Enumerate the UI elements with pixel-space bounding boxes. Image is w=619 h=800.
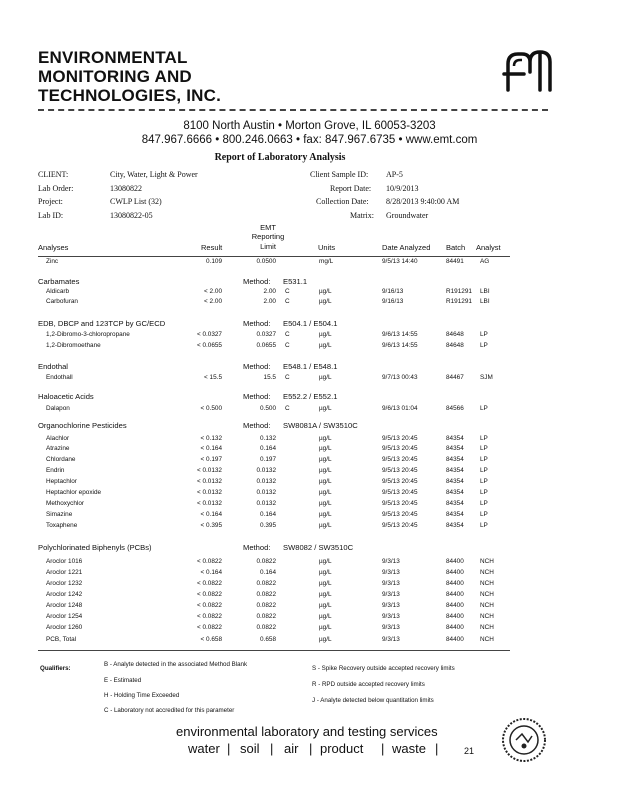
- analyst: LP: [480, 511, 488, 518]
- analyst: LP: [480, 467, 488, 474]
- result: < 0.164: [200, 445, 222, 452]
- units: µg/L: [319, 522, 332, 529]
- date-analyzed: 9/6/13 01:04: [382, 405, 418, 412]
- method-label: Method:: [243, 319, 271, 328]
- analyte: Aroclor 1260: [46, 624, 83, 631]
- report-date-label: Report Date:: [330, 184, 372, 193]
- table-row: [0, 455, 619, 465]
- reporting-limit: 0.658: [260, 636, 276, 643]
- table-row: [0, 444, 619, 454]
- analyte: 1,2-Dibromoethane: [46, 342, 101, 349]
- date-analyzed: 9/5/13 20:45: [382, 511, 418, 518]
- qualifier-e: E - Estimated: [104, 677, 142, 684]
- batch: 84467: [446, 374, 464, 381]
- result: < 0.658: [200, 636, 222, 643]
- date-analyzed: 9/3/13: [382, 636, 400, 643]
- result: < 0.132: [200, 435, 222, 442]
- table-row: [0, 568, 619, 578]
- method-label: Method:: [243, 543, 271, 552]
- units: µg/L: [319, 602, 332, 609]
- analyst: LP: [480, 522, 488, 529]
- analyst: SJM: [480, 374, 493, 381]
- batch: 84354: [446, 445, 464, 452]
- result: < 0.0822: [196, 591, 222, 598]
- col-rl-line2: Reporting: [251, 232, 285, 241]
- analyte: Simazine: [46, 511, 73, 518]
- analyte: Aroclor 1232: [46, 580, 83, 587]
- reporting-limit: 0.0822: [256, 591, 276, 598]
- qualifier-c: C - Laboratory not accredited for this parameter: [104, 707, 235, 714]
- table-row: [0, 521, 619, 531]
- batch: 84648: [446, 342, 464, 349]
- analyst: NCH: [480, 602, 494, 609]
- date-analyzed: 9/3/13: [382, 558, 400, 565]
- footer-divider: |: [270, 741, 274, 756]
- batch: 84400: [446, 613, 464, 620]
- reporting-limit: 0.164: [260, 445, 276, 452]
- analyte: Aroclor 1254: [46, 613, 83, 620]
- analyte: Aroclor 1016: [46, 558, 83, 565]
- reporting-limit: 0.395: [260, 522, 276, 529]
- reporting-limit: 0.0132: [256, 500, 276, 507]
- result: < 0.0132: [196, 478, 222, 485]
- table-row: [0, 488, 619, 498]
- batch: 84400: [446, 580, 464, 587]
- group-header: [0, 318, 619, 330]
- sample-id-value: AP-5: [386, 170, 403, 179]
- result: < 2.00: [204, 288, 222, 295]
- result: < 0.500: [200, 405, 222, 412]
- units: µg/L: [319, 591, 332, 598]
- method-value: E548.1 / E548.1: [283, 362, 338, 371]
- client-label: CLIENT:: [38, 170, 69, 179]
- matrix-value: Groundwater: [386, 211, 429, 220]
- units: µg/L: [319, 445, 332, 452]
- reporting-limit: 0.0655: [256, 342, 276, 349]
- units: µg/L: [319, 456, 332, 463]
- date-analyzed: 9/16/13: [382, 298, 404, 305]
- lab-order-label: Lab Order:: [38, 184, 74, 193]
- analyst: NCH: [480, 569, 494, 576]
- batch: 84354: [446, 435, 464, 442]
- table-row: [0, 601, 619, 611]
- units: µg/L: [319, 624, 332, 631]
- qualifier-b: B - Analyte detected in the associated Method Blank: [104, 661, 248, 668]
- analyte: PCB, Total: [46, 636, 77, 643]
- date-analyzed: 9/3/13: [382, 591, 400, 598]
- units: mg/L: [319, 258, 334, 265]
- header-divider: [38, 109, 548, 111]
- qualifier: C: [285, 405, 290, 412]
- qualifier: C: [285, 331, 290, 338]
- batch: 84354: [446, 522, 464, 529]
- date-analyzed: 9/5/13 20:45: [382, 456, 418, 463]
- batch: 84400: [446, 602, 464, 609]
- batch: 84354: [446, 511, 464, 518]
- col-result: Result: [201, 243, 223, 252]
- analyst: LBI: [480, 298, 490, 305]
- analyte: Zinc: [46, 258, 59, 265]
- lab-order-value: 13080822: [110, 184, 142, 193]
- matrix-label: Matrix:: [350, 211, 374, 220]
- result: < 0.0655: [196, 342, 222, 349]
- table-row: [0, 623, 619, 633]
- method-value: E504.1 / E504.1: [283, 319, 338, 328]
- date-analyzed: 9/5/13 20:45: [382, 435, 418, 442]
- table-row: [0, 499, 619, 509]
- result: < 0.0327: [196, 331, 222, 338]
- company-name-line: MONITORING AND: [38, 67, 192, 86]
- analyst: LP: [480, 478, 488, 485]
- analyte: Aroclor 1221: [46, 569, 83, 576]
- date-analyzed: 9/5/13 20:45: [382, 489, 418, 496]
- date-analyzed: 9/6/13 14:55: [382, 331, 418, 338]
- reporting-limit: 0.132: [260, 435, 276, 442]
- reporting-limit: 0.500: [260, 405, 276, 412]
- footer-divider: |: [435, 741, 439, 756]
- units: µg/L: [319, 613, 332, 620]
- batch: 84354: [446, 478, 464, 485]
- units: µg/L: [319, 331, 332, 338]
- analyst: NCH: [480, 636, 494, 643]
- table-row: [0, 510, 619, 520]
- col-rl-line1: EMT: [260, 223, 276, 232]
- analyte: Dalapon: [46, 405, 70, 412]
- group-name: EDB, DBCP and 123TCP by GC/ECD: [38, 319, 166, 328]
- units: µg/L: [319, 558, 332, 565]
- analyte: Endrin: [46, 467, 65, 474]
- analyst: NCH: [480, 624, 494, 631]
- date-analyzed: 9/5/13 20:45: [382, 522, 418, 529]
- analyte: Chlordane: [46, 456, 76, 463]
- client-value: City, Water, Light & Power: [110, 170, 198, 179]
- analyte: Methoxychlor: [46, 500, 85, 507]
- footer-item-air: air: [284, 741, 299, 756]
- analyst: LP: [480, 500, 488, 507]
- group-name: Polychlorinated Biphenyls (PCBs): [38, 543, 152, 552]
- reporting-limit: 0.0822: [256, 613, 276, 620]
- analyte: Carbofuran: [46, 298, 78, 305]
- col-analyses: Analyses: [38, 243, 69, 252]
- result: < 0.164: [200, 569, 222, 576]
- analyst: LP: [480, 405, 488, 412]
- page-number: 21: [464, 746, 475, 756]
- method-label: Method:: [243, 421, 271, 430]
- analyst: LP: [480, 445, 488, 452]
- qualifier-r: R - RPD outside accepted recovery limits: [312, 681, 425, 688]
- method-value: SW8081A / SW3510C: [283, 421, 358, 430]
- group-header: [0, 420, 619, 432]
- qualifier-h: H - Holding Time Exceeded: [104, 692, 180, 699]
- report-title: Report of Laboratory Analysis: [214, 152, 346, 163]
- col-rl-line3: Limit: [260, 242, 276, 251]
- analyst: NCH: [480, 580, 494, 587]
- reporting-limit: 2.00: [263, 298, 276, 305]
- group-name: Carbamates: [38, 277, 80, 286]
- reporting-limit: 0.164: [260, 569, 276, 576]
- units: µg/L: [319, 435, 332, 442]
- units: µg/L: [319, 342, 332, 349]
- qualifier-s: S - Spike Recovery outside accepted recovery limits: [312, 665, 455, 672]
- reporting-limit: 2.00: [263, 288, 276, 295]
- result: < 0.0822: [196, 624, 222, 631]
- batch: 84566: [446, 405, 464, 412]
- method-label: Method:: [243, 362, 271, 371]
- lab-id-label: Lab ID:: [38, 211, 64, 220]
- qualifier: C: [285, 342, 290, 349]
- analyte: Heptachlor: [46, 478, 77, 485]
- batch: 84400: [446, 624, 464, 631]
- reporting-limit: 0.197: [260, 456, 276, 463]
- method-label: Method:: [243, 277, 271, 286]
- units: µg/L: [319, 569, 332, 576]
- analyst: LBI: [480, 288, 490, 295]
- col-date: Date Analyzed: [382, 243, 431, 252]
- analyte: Aroclor 1248: [46, 602, 83, 609]
- date-analyzed: 9/3/13: [382, 602, 400, 609]
- table-row: [0, 257, 619, 267]
- company-name: [38, 48, 221, 105]
- accreditation-seal-icon: [500, 716, 548, 764]
- analyte: Toxaphene: [46, 522, 78, 529]
- date-analyzed: 9/3/13: [382, 580, 400, 587]
- units: µg/L: [319, 298, 332, 305]
- result: 0.109: [206, 258, 222, 265]
- group-header: [0, 542, 619, 554]
- group-header: [0, 391, 619, 403]
- reporting-limit: 0.0822: [256, 624, 276, 631]
- analyte: Alachlor: [46, 435, 70, 442]
- col-units: Units: [318, 243, 336, 252]
- collection-date-label: Collection Date:: [316, 197, 369, 206]
- method-value: SW8082 / SW3510C: [283, 543, 354, 552]
- group-name: Organochlorine Pesticides: [38, 421, 127, 430]
- batch: 84354: [446, 489, 464, 496]
- result: < 0.395: [200, 522, 222, 529]
- table-row: [0, 557, 619, 567]
- reporting-limit: 0.0822: [256, 602, 276, 609]
- group-header: [0, 361, 619, 373]
- reporting-limit: 0.164: [260, 511, 276, 518]
- units: µg/L: [319, 500, 332, 507]
- date-analyzed: 9/5/13 20:45: [382, 445, 418, 452]
- analyst: NCH: [480, 613, 494, 620]
- qualifier: C: [285, 288, 290, 295]
- collection-date-value: 8/28/2013 9:40:00 AM: [386, 197, 460, 206]
- batch: 84400: [446, 558, 464, 565]
- analyst: LP: [480, 331, 488, 338]
- units: µg/L: [319, 636, 332, 643]
- result: < 0.0822: [196, 613, 222, 620]
- company-name-line: ENVIRONMENTAL: [38, 48, 188, 67]
- date-analyzed: 9/3/13: [382, 569, 400, 576]
- units: µg/L: [319, 489, 332, 496]
- date-analyzed: 9/7/13 00:43: [382, 374, 418, 381]
- analyst: AG: [480, 258, 490, 265]
- project-value: CWLP List (32): [110, 197, 162, 206]
- column-headers: [0, 222, 619, 256]
- date-analyzed: 9/3/13: [382, 613, 400, 620]
- table-row: [0, 404, 619, 414]
- table-row: [0, 579, 619, 589]
- batch: 84354: [446, 500, 464, 507]
- report-info: [0, 170, 619, 220]
- reporting-limit: 0.0132: [256, 489, 276, 496]
- analyst: LP: [480, 435, 488, 442]
- table-row: [0, 287, 619, 297]
- batch: R191291: [446, 298, 472, 305]
- qualifier-j: J - Analyte detected below quantitation limits: [312, 697, 434, 704]
- table-row: [0, 612, 619, 622]
- footer-item-water: water: [188, 741, 220, 756]
- reporting-limit: 0.0132: [256, 478, 276, 485]
- date-analyzed: 9/6/13 14:55: [382, 342, 418, 349]
- group-name: Haloacetic Acids: [38, 392, 94, 401]
- analyst: NCH: [480, 591, 494, 598]
- reporting-limit: 0.0822: [256, 580, 276, 587]
- lab-id-value: 13080822-05: [110, 211, 153, 220]
- qualifier: C: [285, 374, 290, 381]
- group-name: Endothal: [38, 362, 68, 371]
- units: µg/L: [319, 467, 332, 474]
- date-analyzed: 9/5/13 20:45: [382, 478, 418, 485]
- table-end-rule: [38, 650, 510, 651]
- batch: 84400: [446, 591, 464, 598]
- footer-divider: |: [381, 741, 385, 756]
- date-analyzed: 9/16/13: [382, 288, 404, 295]
- units: µg/L: [319, 405, 332, 412]
- units: µg/L: [319, 478, 332, 485]
- batch: 84648: [446, 331, 464, 338]
- reporting-limit: 0.0132: [256, 467, 276, 474]
- reporting-limit: 15.5: [263, 374, 276, 381]
- reporting-limit: 0.0327: [256, 331, 276, 338]
- analyte: Aldicarb: [46, 288, 70, 295]
- date-analyzed: 9/5/13 20:45: [382, 500, 418, 507]
- batch: 84400: [446, 636, 464, 643]
- qualifiers-label: Qualifiers:: [40, 665, 71, 672]
- table-row: [0, 477, 619, 487]
- analyst: LP: [480, 489, 488, 496]
- analyte: 1,2-Dibromo-3-chloropropane: [46, 331, 130, 338]
- method-value: E552.2 / E552.1: [283, 392, 338, 401]
- qualifiers-legend: [0, 660, 619, 718]
- units: µg/L: [319, 580, 332, 587]
- table-row: [0, 297, 619, 307]
- footer-tagline: environmental laboratory and testing services: [176, 724, 438, 739]
- footer-item-soil: soil: [240, 741, 260, 756]
- units: µg/L: [319, 374, 332, 381]
- col-batch: Batch: [446, 243, 466, 252]
- table-row: [0, 466, 619, 476]
- col-analyst: Analyst: [476, 243, 501, 252]
- company-address: 8100 North Austin • Morton Grove, IL 60053-3203: [183, 120, 436, 132]
- analyte: Heptachlor epoxide: [46, 489, 102, 496]
- method-label: Method:: [243, 392, 271, 401]
- company-contact: 847.967.6666 • 800.246.0663 • fax: 847.967.6735 • www.emt.com: [141, 134, 478, 146]
- date-analyzed: 9/5/13 14:40: [382, 258, 418, 265]
- date-analyzed: 9/5/13 20:45: [382, 467, 418, 474]
- result: < 0.0132: [196, 489, 222, 496]
- qualifier: C: [285, 298, 290, 305]
- units: µg/L: [319, 511, 332, 518]
- reporting-limit: 0.0822: [256, 558, 276, 565]
- analyte: Endothall: [46, 374, 73, 381]
- reporting-limit: 0.0500: [256, 258, 276, 265]
- table-row: [0, 590, 619, 600]
- footer-divider: |: [227, 741, 231, 756]
- result: < 0.0132: [196, 467, 222, 474]
- analyte: Atrazine: [46, 445, 70, 452]
- date-analyzed: 9/3/13: [382, 624, 400, 631]
- result: < 0.0132: [196, 500, 222, 507]
- result: < 2.00: [204, 298, 222, 305]
- method-value: E531.1: [283, 277, 308, 286]
- batch: 84400: [446, 569, 464, 576]
- footer-item-product: product: [320, 741, 364, 756]
- table-row: [0, 434, 619, 444]
- batch: 84491: [446, 258, 464, 265]
- batch: 84354: [446, 467, 464, 474]
- batch: 84354: [446, 456, 464, 463]
- analyst: NCH: [480, 558, 494, 565]
- emt-logo-icon: [500, 44, 554, 98]
- sample-id-label: Client Sample ID:: [310, 170, 369, 179]
- result: < 0.0822: [196, 558, 222, 565]
- result: < 15.5: [204, 374, 222, 381]
- table-row: [0, 330, 619, 340]
- table-row: [0, 635, 619, 645]
- company-name-line: TECHNOLOGIES, INC.: [38, 86, 222, 105]
- result: < 0.164: [200, 511, 222, 518]
- analyst: LP: [480, 342, 488, 349]
- result: < 0.0822: [196, 580, 222, 587]
- table-row: [0, 341, 619, 351]
- footer-item-waste: waste: [392, 741, 426, 756]
- result: < 0.197: [200, 456, 222, 463]
- result: < 0.0822: [196, 602, 222, 609]
- report-date-value: 10/9/2013: [386, 184, 419, 193]
- project-label: Project:: [38, 197, 63, 206]
- footer-divider: |: [309, 741, 313, 756]
- batch: R191291: [446, 288, 472, 295]
- units: µg/L: [319, 288, 332, 295]
- table-row: [0, 373, 619, 383]
- analyte: Aroclor 1242: [46, 591, 83, 598]
- analyst: LP: [480, 456, 488, 463]
